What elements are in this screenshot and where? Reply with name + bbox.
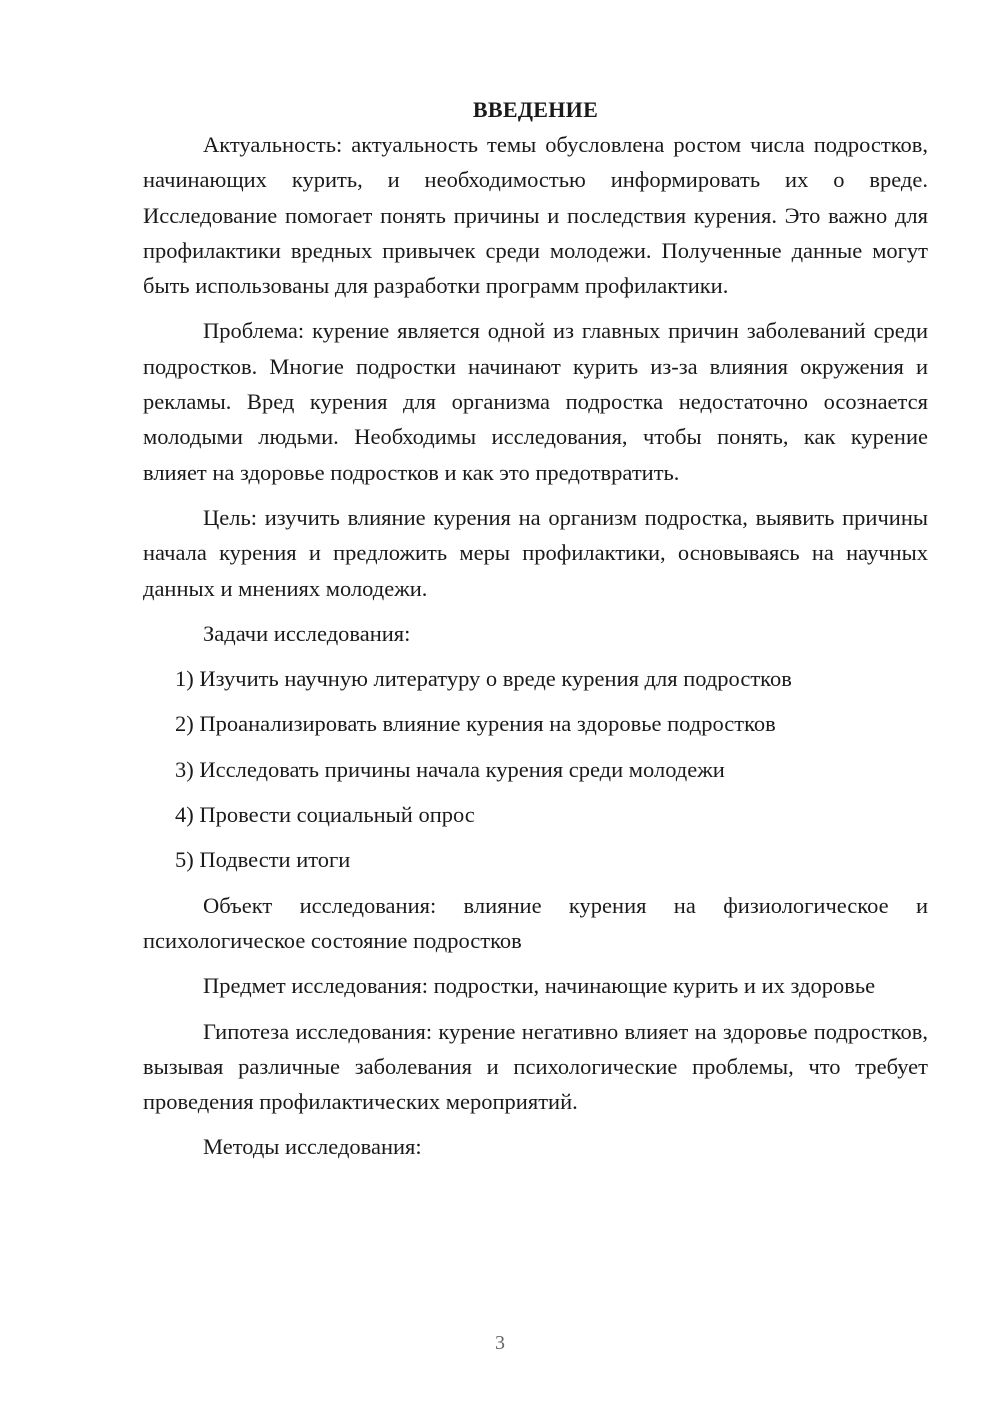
section-heading: ВВЕДЕНИЕ	[472, 97, 599, 122]
list-item: 2) Проанализировать влияние курения на здоровье подростков	[175, 711, 776, 737]
paragraph-hypothesis: Гипотеза исследования: курение негативно влияет на здоровье подростков, вызывая различные заболевания и психологические проблемы, что требует проведения профилактических мероприятий.	[143, 1018, 928, 1115]
paragraph-object: Объект исследования: влияние курения на физиологическое и психологическое состояние подростков	[143, 892, 928, 953]
list-item: 4) Провести социальный опрос	[175, 802, 475, 828]
paragraph-problem: Проблема: курение является одной из главных причин заболеваний среди подростков. Многие подростки начинают курить из-за влияния окружения и рекламы. Вред курения для организма подростка недостаточно осознается молодыми людьми. Необходимы исследования, чтобы понять, как курение влияет на здоровье подростков и как это предотвратить.	[143, 318, 928, 485]
tasks-title: Задачи исследования:	[203, 620, 411, 646]
tasks-list	[143, 661, 928, 877]
page-number: 3	[495, 1332, 505, 1354]
paragraph-subject: Предмет исследования: подростки, начинающие курить и их здоровье	[203, 973, 876, 999]
methods-title: Методы исследования:	[203, 1134, 422, 1160]
list-item: 5) Подвести итоги	[175, 847, 351, 873]
list-item: 1) Изучить научную литературу о вреде курения для подростков	[175, 666, 792, 692]
list-item: 3) Исследовать причины начала курения среди молодежи	[175, 756, 725, 782]
document-page	[143, 92, 928, 1175]
paragraph-relevance: Актуальность: актуальность темы обусловлена ростом числа подростков, начинающих курить, и необходимостью информировать их о вреде. Исследование помогает понять причины и последствия курения. Это важно для профилактики вредных привычек среди молодежи. Полученные данные могут быть использованы для разработки программ профилактики.	[143, 132, 928, 299]
paragraph-goal: Цель: изучить влияние курения на организм подростка, выявить причины начала курения и предложить меры профилактики, основываясь на научных данных и мнениях молодежи.	[143, 504, 928, 601]
